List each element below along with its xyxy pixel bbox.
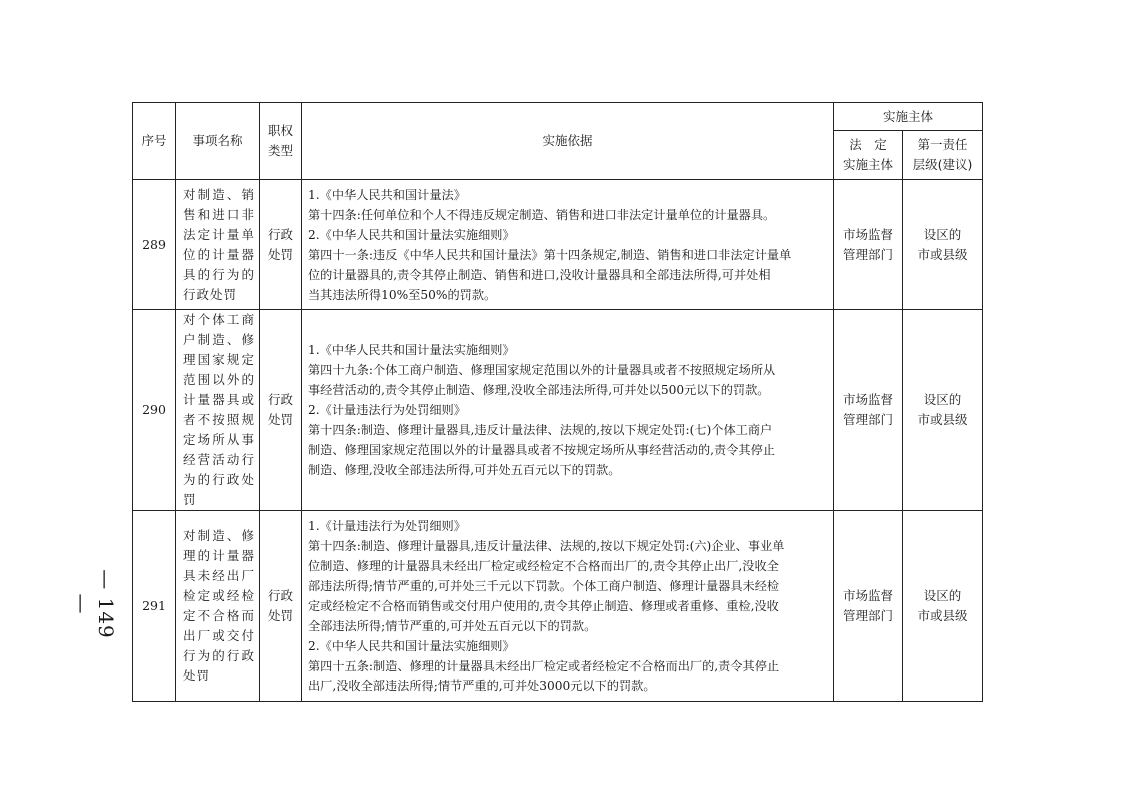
header-level-line2: 层级(建议) bbox=[912, 157, 973, 172]
basis-line: 2.《计量违法行为处罚细则》 bbox=[308, 403, 466, 417]
row-type bbox=[260, 511, 302, 702]
row-type-line2: 处罚 bbox=[267, 608, 293, 623]
basis-line: 1.《计量违法行为处罚细则》 bbox=[308, 519, 466, 533]
row-responsibility-level bbox=[903, 511, 983, 702]
header-legal-line1: 法 定 bbox=[849, 137, 887, 152]
row-legal-subject bbox=[834, 180, 903, 310]
row-legal-line2: 管理部门 bbox=[842, 412, 893, 427]
row-type-line2: 处罚 bbox=[267, 412, 293, 427]
basis-line: 2.《中华人民共和国计量法实施细则》 bbox=[308, 639, 515, 653]
basis-line: 1.《中华人民共和国计量法实施细则》 bbox=[308, 343, 515, 357]
header-type-line2: 类型 bbox=[267, 143, 293, 158]
row-legal-line2: 管理部门 bbox=[842, 608, 893, 623]
row-level-line2: 市或县级 bbox=[917, 246, 968, 262]
page-number: — 149 — bbox=[70, 569, 118, 639]
header-responsibility-level bbox=[903, 131, 983, 180]
row-item-name: 对个体工商户制造、修理国家规定范围以外的计量器具或者不按照规定场所从事经营活动行为的行政处罚 bbox=[176, 310, 260, 511]
row-basis bbox=[302, 310, 834, 511]
row-seq: 290 bbox=[133, 310, 176, 511]
row-level-line1: 设区的 bbox=[923, 392, 962, 407]
basis-line: 第十四条:任何单位和个人不得违反规定制造、销售和进口非法定计量单位的计量器具。 bbox=[308, 207, 776, 222]
row-basis bbox=[302, 180, 834, 310]
row-responsibility-level bbox=[903, 180, 983, 310]
header-name: 事项名称 bbox=[176, 103, 260, 180]
row-item-name: 对制造、修理的计量器具未经出厂检定或经检定不合格而出厂或交付行为的行政处罚 bbox=[176, 511, 260, 702]
row-type bbox=[260, 310, 302, 511]
table-row bbox=[133, 310, 983, 511]
basis-line: 第十四条:制造、修理计量器具,违反计量法律、法规的,按以下规定处罚:(六)企业、事业单 bbox=[308, 539, 785, 553]
row-legal-subject bbox=[834, 310, 903, 511]
basis-line: 制造、修理,没收全部违法所得,可并处五百元以下的罚款。 bbox=[308, 463, 621, 477]
basis-line: 制造、修理国家规定范围以外的计量器具或者不按规定场所从事经营活动的,责令其停止 bbox=[308, 443, 775, 457]
row-item-name: 对制造、销售和进口非法定计量单位的计量器具的行为的行政处罚 bbox=[176, 180, 260, 310]
row-level-line1: 设区的 bbox=[923, 226, 962, 242]
header-subject-group: 实施主体 bbox=[834, 103, 983, 131]
row-type-line1: 行政 bbox=[267, 226, 293, 242]
row-seq: 289 bbox=[133, 180, 176, 310]
basis-line: 部违法所得;情节严重的,可并处三千元以下罚款。个体工商户制造、修理计量器具未经检 bbox=[308, 579, 780, 593]
basis-line: 第十四条:制造、修理计量器具,违反计量法律、法规的,按以下规定处罚:(七)个体工商户 bbox=[308, 423, 773, 437]
header-basis: 实施依据 bbox=[302, 103, 834, 180]
table-row bbox=[133, 511, 983, 702]
basis-line: 位制造、修理的计量器具未经出厂检定或经检定不合格而出厂的,责令其停止出厂,没收全 bbox=[308, 559, 779, 573]
row-legal-subject bbox=[834, 511, 903, 702]
basis-line: 第四十一条:违反《中华人民共和国计量法》第十四条规定,制造、销售和进口非法定计量单 bbox=[308, 247, 792, 262]
row-basis bbox=[302, 511, 834, 702]
row-legal-line2: 管理部门 bbox=[842, 246, 893, 262]
row-level-line1: 设区的 bbox=[923, 588, 962, 603]
basis-line: 2.《中华人民共和国计量法实施细则》 bbox=[308, 227, 515, 242]
basis-line: 定或经检定不合格而销售或交付用户使用的,责令其停止制造、修理或者重修、重检,没收 bbox=[308, 599, 779, 613]
admin-penalty-table bbox=[132, 102, 983, 702]
row-legal-line1: 市场监督 bbox=[842, 588, 893, 603]
basis-line: 事经营活动的,责令其停止制造、修理,没收全部违法所得,可并处以500元以下的罚款。 bbox=[308, 383, 770, 397]
basis-line: 第四十五条:制造、修理的计量器具未经出厂检定或者经检定不合格而出厂的,责令其停止 bbox=[308, 659, 780, 673]
basis-line: 全部违法所得;情节严重的,可并处五百元以下的罚款。 bbox=[308, 619, 597, 633]
row-responsibility-level bbox=[903, 310, 983, 511]
header-type bbox=[260, 103, 302, 180]
table-row bbox=[133, 180, 983, 310]
row-legal-line1: 市场监督 bbox=[842, 226, 893, 242]
row-seq: 291 bbox=[133, 511, 176, 702]
header-legal-subject bbox=[834, 131, 903, 180]
row-type bbox=[260, 180, 302, 310]
basis-line: 当其违法所得10%至50%的罚款。 bbox=[308, 287, 497, 302]
basis-line: 位的计量器具的,责令其停止制造、销售和进口,没收计量器具和全部违法所得,可并处相 bbox=[308, 267, 771, 282]
row-type-line1: 行政 bbox=[267, 392, 293, 407]
header-type-line1: 职权 bbox=[267, 123, 293, 138]
basis-line: 出厂,没收全部违法所得;情节严重的,可并处3000元以下的罚款。 bbox=[308, 679, 656, 693]
header-legal-line2: 实施主体 bbox=[842, 157, 893, 172]
row-level-line2: 市或县级 bbox=[917, 608, 968, 623]
basis-line: 第四十九条:个体工商户制造、修理国家规定范围以外的计量器具或者不按照规定场所从 bbox=[308, 363, 776, 377]
row-type-line1: 行政 bbox=[267, 588, 293, 603]
row-level-line2: 市或县级 bbox=[917, 412, 968, 427]
header-level-line1: 第一责任 bbox=[917, 137, 968, 152]
header-seq: 序号 bbox=[133, 103, 176, 180]
row-legal-line1: 市场监督 bbox=[842, 392, 893, 407]
row-type-line2: 处罚 bbox=[267, 246, 293, 262]
basis-line: 1.《中华人民共和国计量法》 bbox=[308, 187, 466, 202]
